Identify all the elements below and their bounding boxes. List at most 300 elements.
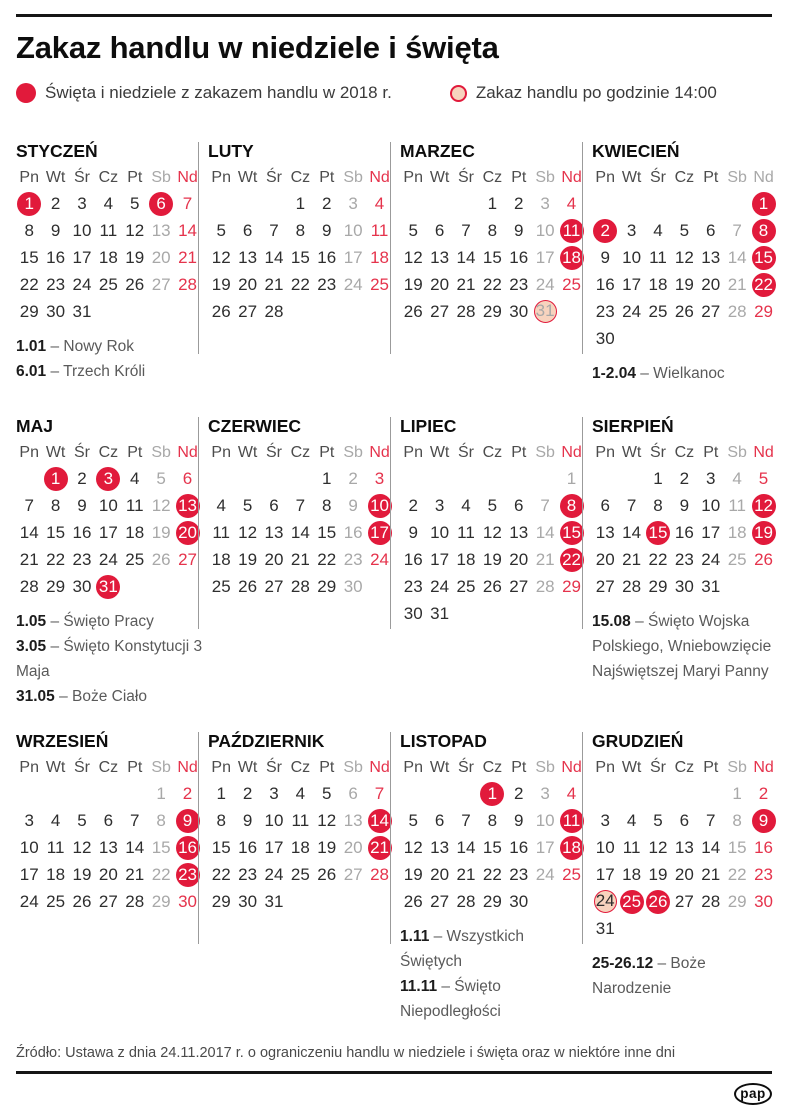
day-cell: 21 xyxy=(701,865,721,884)
day-cell: 2 xyxy=(50,194,61,213)
day-cell: 31 xyxy=(430,604,450,623)
day-cell: 19 xyxy=(72,865,92,884)
day-cell: 10 xyxy=(72,221,92,240)
holiday-date: 25-26.12 xyxy=(592,955,654,972)
day-cell: 2 xyxy=(514,784,524,803)
month-luty xyxy=(208,140,400,325)
day-cell: 29 xyxy=(648,577,668,596)
month-title: MAJ xyxy=(16,416,53,436)
day-cell: 9 xyxy=(77,496,87,515)
day-cell: 2 xyxy=(182,784,193,803)
day-cell: 7 xyxy=(130,811,140,830)
empty-day-cell xyxy=(16,780,42,807)
month-title: LISTOPAD xyxy=(400,731,487,751)
weekday-header: Nd xyxy=(369,444,390,461)
weekday-header: Wt xyxy=(429,759,450,776)
day-cell: 24 xyxy=(430,577,450,596)
day-grid xyxy=(16,780,208,915)
day-cell: 6 xyxy=(706,221,716,240)
holiday-note: 11.11 – Święto Niepodległości xyxy=(400,978,501,1020)
weekday-header: Wt xyxy=(621,444,642,461)
month-grudzień xyxy=(592,730,784,1001)
holiday-date: 3.05 xyxy=(16,638,47,655)
day-cell: 8 xyxy=(50,496,61,515)
day-cell: 7 xyxy=(706,811,716,830)
weekday-header: Nd xyxy=(177,169,198,186)
holiday-date: 6.01 xyxy=(16,363,47,380)
day-cell: 30 xyxy=(403,604,423,623)
day-cell: 22 xyxy=(19,275,39,294)
day-cell: 18 xyxy=(622,865,642,884)
day-cell: 6 xyxy=(149,192,173,216)
day-cell: 15 xyxy=(482,248,502,267)
weekday-header-row xyxy=(400,441,592,465)
day-cell: 1 xyxy=(156,784,166,803)
empty-day-cell xyxy=(16,465,42,492)
day-cell: 25 xyxy=(125,550,145,569)
day-cell: 9 xyxy=(600,248,610,267)
day-cell: 26 xyxy=(317,865,337,884)
day-cell: 30 xyxy=(674,577,694,596)
weekday-header: Wt xyxy=(237,169,258,186)
month-title: WRZESIEŃ xyxy=(16,731,109,751)
day-cell: 7 xyxy=(461,811,471,830)
day-cell: 9 xyxy=(176,809,200,833)
day-cell: 23 xyxy=(754,865,773,884)
day-cell: 16 xyxy=(317,248,337,267)
day-cell: 2 xyxy=(679,469,690,488)
day-cell: 7 xyxy=(269,221,279,240)
day-cell: 29 xyxy=(754,302,773,321)
day-cell: 16 xyxy=(46,248,66,267)
day-cell: 5 xyxy=(77,811,87,830)
weekday-header: Cz xyxy=(290,759,311,776)
day-cell: 1 xyxy=(44,467,68,491)
day-cell: 24 xyxy=(594,890,617,913)
day-cell: 10 xyxy=(264,811,284,830)
day-cell: 18 xyxy=(98,248,118,267)
month-maj xyxy=(16,415,208,709)
day-grid xyxy=(400,465,592,627)
weekday-header: Cz xyxy=(98,759,119,776)
day-cell: 5 xyxy=(408,811,418,830)
holiday-note: 1.01 – Nowy Rok xyxy=(16,338,135,355)
day-cell: 11 xyxy=(291,811,310,830)
day-cell: 28 xyxy=(456,892,476,911)
weekday-header: Sb xyxy=(535,759,555,776)
day-cell: 20 xyxy=(176,521,200,545)
day-cell: 3 xyxy=(540,784,550,803)
day-cell: 19 xyxy=(403,275,423,294)
day-cell: 5 xyxy=(487,496,498,515)
holiday-notes xyxy=(400,924,590,1024)
day-cell: 21 xyxy=(19,550,39,569)
day-cell: 6 xyxy=(434,811,445,830)
day-cell: 11 xyxy=(728,496,746,515)
day-cell: 23 xyxy=(317,275,337,294)
weekday-header: Cz xyxy=(98,444,119,461)
weekday-header: Pn xyxy=(19,169,39,186)
day-cell: 20 xyxy=(151,248,171,267)
weekday-header: Pt xyxy=(319,444,335,461)
day-grid xyxy=(16,190,208,325)
day-cell: 18 xyxy=(370,248,389,267)
day-cell: 18 xyxy=(560,246,584,270)
holiday-note: 1.05 – Święto Pracy xyxy=(16,613,154,630)
day-cell: 12 xyxy=(211,248,231,267)
weekday-header-row xyxy=(208,756,400,780)
month-czerwiec xyxy=(208,415,400,600)
day-cell: 10 xyxy=(595,838,615,857)
day-cell: 15 xyxy=(211,838,231,857)
day-cell: 28 xyxy=(290,577,310,596)
day-cell: 14 xyxy=(456,838,476,857)
day-cell: 27 xyxy=(674,892,694,911)
day-cell: 28 xyxy=(125,892,145,911)
day-cell: 12 xyxy=(482,523,502,542)
day-cell: 23 xyxy=(176,863,200,887)
day-cell: 11 xyxy=(649,248,667,267)
weekday-header: Śr xyxy=(457,444,474,461)
empty-day-cell xyxy=(208,190,234,217)
day-cell: 28 xyxy=(701,892,721,911)
holiday-date: 1-2.04 xyxy=(592,365,636,382)
day-cell: 27 xyxy=(264,577,284,596)
day-cell: 8 xyxy=(216,811,226,830)
day-cell: 24 xyxy=(701,550,721,569)
weekday-header: Pn xyxy=(403,444,423,461)
day-cell: 15 xyxy=(646,521,670,545)
holiday-date: 1.05 xyxy=(16,613,47,630)
day-cell: 8 xyxy=(752,219,776,243)
weekday-header: Śr xyxy=(649,169,666,186)
day-cell: 22 xyxy=(727,865,747,884)
day-cell: 1 xyxy=(487,194,498,213)
weekday-header: Wt xyxy=(621,169,642,186)
day-cell: 1 xyxy=(653,469,663,488)
day-cell: 19 xyxy=(403,865,423,884)
day-cell: 4 xyxy=(50,811,61,830)
empty-day-cell xyxy=(69,780,95,807)
weekday-header: Śr xyxy=(73,169,90,186)
day-cell: 5 xyxy=(242,496,253,515)
empty-day-cell xyxy=(618,190,644,217)
day-cell: 20 xyxy=(98,865,118,884)
day-cell: 18 xyxy=(46,865,66,884)
day-cell: 11 xyxy=(125,496,144,515)
day-cell: 25 xyxy=(456,577,476,596)
day-cell: 17 xyxy=(535,838,555,857)
weekday-header: Pt xyxy=(319,759,335,776)
calendar-row xyxy=(16,730,784,1024)
empty-day-cell xyxy=(645,780,671,807)
day-cell: 10 xyxy=(368,494,392,518)
day-cell: 11 xyxy=(560,809,584,833)
day-cell: 22 xyxy=(752,273,776,297)
day-cell: 25 xyxy=(98,275,118,294)
month-listopad xyxy=(400,730,592,1024)
day-cell: 2 xyxy=(242,784,253,803)
weekday-header: Pt xyxy=(511,444,527,461)
day-cell: 25 xyxy=(620,890,644,914)
day-cell: 24 xyxy=(264,865,284,884)
day-grid xyxy=(208,190,400,325)
weekday-header-row xyxy=(208,441,400,465)
weekday-header: Sb xyxy=(343,444,363,461)
day-cell: 15 xyxy=(317,523,337,542)
day-cell: 29 xyxy=(317,577,337,596)
day-cell: 8 xyxy=(487,811,498,830)
day-cell: 9 xyxy=(514,811,524,830)
day-cell: 13 xyxy=(98,838,118,857)
day-cell: 7 xyxy=(374,784,385,803)
day-cell: 7 xyxy=(732,221,742,240)
day-cell: 5 xyxy=(216,221,226,240)
day-cell: 27 xyxy=(151,275,171,294)
empty-day-cell xyxy=(592,780,618,807)
day-cell: 11 xyxy=(560,219,584,243)
day-cell: 27 xyxy=(595,577,615,596)
day-cell: 9 xyxy=(752,809,776,833)
weekday-header: Sb xyxy=(343,169,363,186)
day-cell: 15 xyxy=(752,246,776,270)
empty-day-cell xyxy=(592,465,618,492)
holiday-note: 6.01 – Trzech Króli xyxy=(16,363,146,380)
day-cell: 12 xyxy=(403,248,423,267)
month-title: MARZEC xyxy=(400,141,475,161)
empty-day-cell xyxy=(400,190,426,217)
day-cell: 3 xyxy=(348,194,358,213)
weekday-header: Cz xyxy=(674,759,695,776)
day-cell: 23 xyxy=(509,865,529,884)
top-rule xyxy=(16,14,772,17)
day-cell: 3 xyxy=(374,469,385,488)
empty-day-cell xyxy=(400,780,426,807)
day-cell: 23 xyxy=(72,550,92,569)
day-cell: 24 xyxy=(535,865,555,884)
day-cell: 13 xyxy=(238,248,258,267)
month-wrzesień xyxy=(16,730,208,915)
day-cell: 6 xyxy=(242,221,253,240)
day-cell: 30 xyxy=(509,302,529,321)
weekday-header: Sb xyxy=(151,759,171,776)
day-cell: 20 xyxy=(430,865,450,884)
column-divider xyxy=(198,142,199,354)
empty-day-cell xyxy=(42,780,68,807)
day-cell: 14 xyxy=(701,838,721,857)
empty-day-cell xyxy=(426,190,452,217)
day-cell: 1 xyxy=(480,782,504,806)
footer xyxy=(16,1045,772,1105)
empty-day-cell xyxy=(261,190,287,217)
day-cell: 30 xyxy=(72,577,92,596)
empty-day-cell xyxy=(671,190,697,217)
legend-item-ban-sunday xyxy=(16,83,392,103)
day-cell: 21 xyxy=(264,275,284,294)
month-title: LIPIEC xyxy=(400,416,457,436)
day-cell: 15 xyxy=(151,838,171,857)
day-cell: 21 xyxy=(456,275,476,294)
day-cell: 4 xyxy=(732,469,742,488)
holiday-date: 31.05 xyxy=(16,688,55,705)
weekday-header-row xyxy=(592,441,784,465)
weekday-header: Pn xyxy=(595,444,615,461)
day-cell: 7 xyxy=(461,221,471,240)
weekday-header: Sb xyxy=(535,169,555,186)
day-cell: 26 xyxy=(211,302,231,321)
day-cell: 8 xyxy=(653,496,663,515)
day-cell: 8 xyxy=(560,494,584,518)
day-cell: 25 xyxy=(562,275,581,294)
month-sierpień xyxy=(592,415,784,684)
weekday-header: Pn xyxy=(211,444,231,461)
day-cell: 15 xyxy=(46,523,66,542)
day-cell: 23 xyxy=(509,275,529,294)
day-cell: 9 xyxy=(408,523,418,542)
month-title: PAŹDZIERNIK xyxy=(208,731,325,751)
day-cell: 10 xyxy=(535,811,555,830)
day-cell: 9 xyxy=(242,811,253,830)
day-cell: 1 xyxy=(566,469,577,488)
day-cell: 3 xyxy=(96,467,120,491)
weekday-header-row xyxy=(208,166,400,190)
day-cell: 21 xyxy=(456,865,476,884)
day-cell: 31 xyxy=(264,892,284,911)
day-cell: 17 xyxy=(72,248,92,267)
day-cell: 6 xyxy=(182,469,193,488)
holiday-notes xyxy=(592,951,782,1001)
day-cell: 31 xyxy=(534,300,557,323)
day-cell: 28 xyxy=(456,302,476,321)
day-cell: 17 xyxy=(19,865,39,884)
weekday-header: Śr xyxy=(265,169,282,186)
month-title: CZERWIEC xyxy=(208,416,302,436)
day-cell: 8 xyxy=(24,221,34,240)
weekday-header: Śr xyxy=(265,444,282,461)
month-title: LUTY xyxy=(208,141,254,161)
day-cell: 13 xyxy=(430,248,450,267)
day-cell: 27 xyxy=(430,302,450,321)
day-cell: 2 xyxy=(322,194,332,213)
day-cell: 26 xyxy=(238,577,258,596)
day-cell: 14 xyxy=(125,838,145,857)
legend-item-after-14 xyxy=(450,83,717,103)
weekday-header: Wt xyxy=(429,169,450,186)
day-cell: 10 xyxy=(535,221,555,240)
day-cell: 30 xyxy=(595,329,615,348)
weekday-header: Pn xyxy=(595,759,615,776)
day-cell: 6 xyxy=(103,811,114,830)
empty-day-cell xyxy=(592,190,618,217)
weekday-header: Wt xyxy=(237,444,258,461)
weekday-header: Pn xyxy=(403,169,423,186)
day-cell: 29 xyxy=(211,892,231,911)
day-cell: 5 xyxy=(322,784,332,803)
day-cell: 12 xyxy=(317,811,337,830)
day-cell: 11 xyxy=(46,838,65,857)
day-cell: 13 xyxy=(264,523,284,542)
holiday-note: 15.08 – Święto Wojska Polskiego, Wniebowzięcie Najświętszej Maryi Panny xyxy=(592,613,772,680)
day-cell: 19 xyxy=(648,865,668,884)
month-październik xyxy=(208,730,400,915)
day-cell: 10 xyxy=(343,221,363,240)
day-cell: 28 xyxy=(535,577,555,596)
weekday-header: Pt xyxy=(511,169,527,186)
day-cell: 28 xyxy=(19,577,39,596)
day-cell: 6 xyxy=(514,496,524,515)
day-cell: 21 xyxy=(125,865,145,884)
column-divider xyxy=(582,417,583,629)
weekday-header-row xyxy=(16,166,208,190)
day-cell: 15 xyxy=(727,838,747,857)
day-cell: 3 xyxy=(706,469,716,488)
day-cell: 13 xyxy=(674,838,694,857)
day-cell: 7 xyxy=(24,496,34,515)
day-cell: 22 xyxy=(317,550,337,569)
day-cell: 7 xyxy=(182,194,193,213)
day-cell: 2 xyxy=(514,194,524,213)
holiday-notes xyxy=(592,609,782,684)
empty-day-cell xyxy=(453,465,479,492)
empty-day-cell xyxy=(426,780,452,807)
weekday-header: Wt xyxy=(45,169,66,186)
day-cell: 16 xyxy=(72,523,92,542)
day-cell: 26 xyxy=(125,275,145,294)
day-cell: 8 xyxy=(156,811,166,830)
day-cell: 10 xyxy=(98,496,118,515)
day-cell: 30 xyxy=(509,892,529,911)
day-cell: 12 xyxy=(151,496,171,515)
day-cell: 10 xyxy=(430,523,450,542)
legend xyxy=(16,83,772,103)
day-cell: 3 xyxy=(24,811,34,830)
weekday-header-row xyxy=(400,166,592,190)
day-cell: 6 xyxy=(434,221,445,240)
day-cell: 29 xyxy=(482,892,502,911)
day-cell: 20 xyxy=(595,550,615,569)
weekday-header: Sb xyxy=(727,759,747,776)
weekday-header-row xyxy=(16,441,208,465)
day-cell: 20 xyxy=(264,550,284,569)
day-cell: 24 xyxy=(19,892,39,911)
day-cell: 22 xyxy=(482,865,502,884)
day-cell: 17 xyxy=(368,521,392,545)
day-cell: 14 xyxy=(622,523,642,542)
weekday-header: Nd xyxy=(369,169,390,186)
day-grid xyxy=(592,190,784,352)
weekday-header: Nd xyxy=(753,169,774,186)
day-cell: 6 xyxy=(348,784,358,803)
day-cell: 14 xyxy=(535,523,555,542)
day-cell: 8 xyxy=(322,496,332,515)
day-cell: 30 xyxy=(46,302,66,321)
day-cell: 19 xyxy=(317,838,337,857)
day-cell: 23 xyxy=(343,550,363,569)
day-cell: 19 xyxy=(238,550,258,569)
day-cell: 22 xyxy=(648,550,668,569)
day-cell: 31 xyxy=(595,919,615,938)
empty-day-cell xyxy=(724,190,750,217)
day-cell: 4 xyxy=(130,469,140,488)
day-cell: 11 xyxy=(212,523,231,542)
day-cell: 21 xyxy=(535,550,555,569)
day-cell: 4 xyxy=(216,496,226,515)
day-cell: 16 xyxy=(343,523,363,542)
day-cell: 16 xyxy=(403,550,423,569)
day-cell: 20 xyxy=(701,275,721,294)
day-cell: 22 xyxy=(46,550,66,569)
page-title: Zakaz handlu w niedziele i święta xyxy=(16,30,499,65)
